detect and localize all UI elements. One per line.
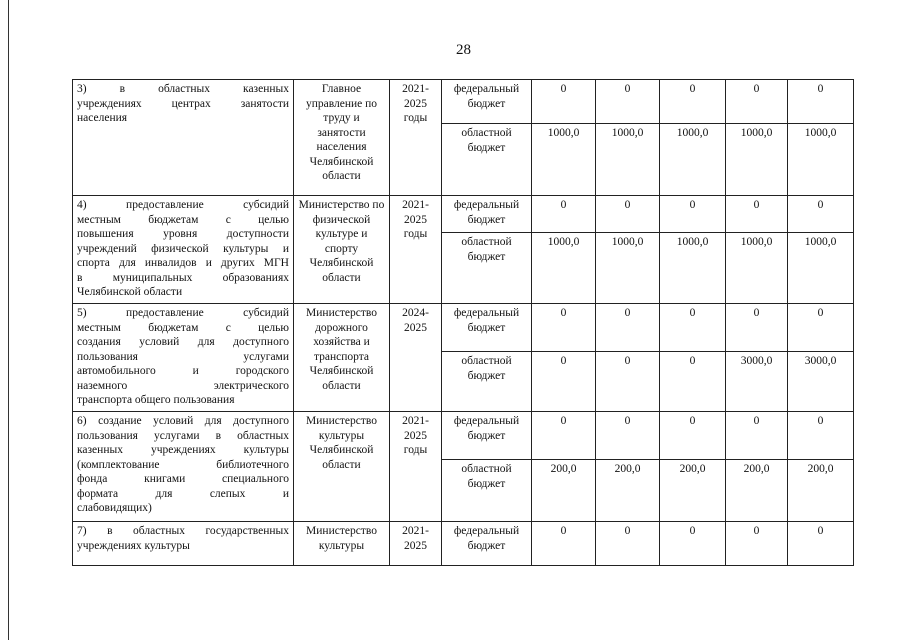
amount-cell: 0 bbox=[726, 304, 788, 352]
table-row bbox=[73, 80, 854, 124]
funding-source: областной бюджет bbox=[442, 460, 532, 522]
table-row bbox=[73, 522, 854, 566]
amount-cell: 0 bbox=[660, 352, 726, 412]
amount-cell: 0 bbox=[726, 196, 788, 233]
amount-cell: 3000,0 bbox=[726, 352, 788, 412]
amount-cell: 0 bbox=[596, 352, 660, 412]
description-line: пользования услугами в областных bbox=[77, 429, 289, 442]
amount-cell: 0 bbox=[532, 304, 596, 352]
measure-description bbox=[73, 196, 294, 304]
description-line: формата для слепых и bbox=[77, 487, 289, 500]
description-line: фонда книгами специального bbox=[77, 473, 289, 485]
description-line: автомобильного и городского bbox=[77, 365, 289, 377]
description-line: спорта для инвалидов и других МГН bbox=[77, 257, 289, 269]
amount-cell: 0 bbox=[532, 522, 596, 566]
amount-cell: 0 bbox=[788, 304, 854, 352]
page-left-edge bbox=[8, 0, 9, 640]
description-line: повышения уровня доступности bbox=[77, 228, 289, 240]
period: 2021-2025 bbox=[390, 522, 442, 566]
amount-cell: 0 bbox=[532, 412, 596, 460]
description-line: 7) в областных государственных bbox=[77, 525, 289, 537]
funding-source: областной бюджет bbox=[442, 352, 532, 412]
table-row bbox=[73, 196, 854, 233]
amount-cell: 0 bbox=[596, 196, 660, 233]
description-line: населения bbox=[77, 112, 128, 124]
description-line: 6) создание условий для доступного bbox=[77, 415, 289, 427]
description-line: 3) в областных казенных bbox=[77, 83, 289, 95]
executor: Министерство культуры bbox=[294, 522, 390, 566]
description-line: транспорта общего пользования bbox=[77, 394, 235, 406]
amount-cell: 0 bbox=[788, 80, 854, 124]
description-line: слабовидящих) bbox=[77, 502, 152, 514]
period: 2024-2025 bbox=[390, 304, 442, 412]
amount-cell: 200,0 bbox=[726, 460, 788, 522]
amount-cell: 0 bbox=[788, 522, 854, 566]
budget-table bbox=[72, 79, 854, 566]
amount-cell: 0 bbox=[596, 522, 660, 566]
description-line: казенных учреждениях культуры bbox=[77, 444, 289, 456]
description-line: 4) предоставление субсидий bbox=[77, 199, 289, 211]
amount-cell: 1000,0 bbox=[596, 233, 660, 304]
table-row bbox=[73, 412, 854, 460]
funding-source: областной бюджет bbox=[442, 124, 532, 196]
table-row bbox=[73, 304, 854, 352]
amount-cell: 1000,0 bbox=[596, 124, 660, 196]
measure-description bbox=[73, 80, 294, 196]
description-line: пользования услугами bbox=[77, 350, 289, 363]
amount-cell: 0 bbox=[532, 80, 596, 124]
period: 2021-2025 годы bbox=[390, 80, 442, 196]
description-line: Челябинской области bbox=[77, 286, 183, 298]
description-line: местным бюджетам с целью bbox=[77, 321, 289, 334]
amount-cell: 0 bbox=[726, 80, 788, 124]
amount-cell: 0 bbox=[532, 352, 596, 412]
amount-cell: 0 bbox=[660, 522, 726, 566]
description-line: в муниципальных образованиях bbox=[77, 271, 289, 284]
description-line: учреждений физической культуры и bbox=[77, 242, 289, 255]
amount-cell: 1000,0 bbox=[660, 233, 726, 304]
description-line: наземного электрического bbox=[77, 379, 289, 392]
amount-cell: 1000,0 bbox=[788, 124, 854, 196]
executor: Министерство культуры Челябинской области bbox=[294, 412, 390, 522]
amount-cell: 1000,0 bbox=[726, 233, 788, 304]
measure-description bbox=[73, 522, 294, 566]
funding-source: федеральный бюджет bbox=[442, 80, 532, 124]
measure-description bbox=[73, 304, 294, 412]
period: 2021-2025 годы bbox=[390, 196, 442, 304]
amount-cell: 0 bbox=[660, 196, 726, 233]
description-line: создания условий для доступного bbox=[77, 336, 289, 348]
amount-cell: 200,0 bbox=[596, 460, 660, 522]
amount-cell: 0 bbox=[660, 412, 726, 460]
executor: Министерство дорожного хозяйства и транспорта Челябинской области bbox=[294, 304, 390, 412]
description-line: 5) предоставление субсидий bbox=[77, 307, 289, 319]
amount-cell: 0 bbox=[660, 304, 726, 352]
amount-cell: 0 bbox=[596, 412, 660, 460]
description-line: местным бюджетам с целью bbox=[77, 213, 289, 226]
budget-table-body bbox=[73, 80, 854, 566]
funding-source: федеральный бюджет bbox=[442, 522, 532, 566]
period: 2021-2025 годы bbox=[390, 412, 442, 522]
amount-cell: 1000,0 bbox=[660, 124, 726, 196]
executor: Главное управление по труду и занятости населения Челябинской области bbox=[294, 80, 390, 196]
funding-source: федеральный бюджет bbox=[442, 412, 532, 460]
amount-cell: 0 bbox=[596, 80, 660, 124]
amount-cell: 0 bbox=[660, 80, 726, 124]
amount-cell: 200,0 bbox=[532, 460, 596, 522]
amount-cell: 200,0 bbox=[660, 460, 726, 522]
amount-cell: 0 bbox=[788, 196, 854, 233]
amount-cell: 0 bbox=[726, 522, 788, 566]
amount-cell: 0 bbox=[532, 196, 596, 233]
funding-source: областной бюджет bbox=[442, 233, 532, 304]
amount-cell: 0 bbox=[726, 412, 788, 460]
page-number: 28 bbox=[456, 42, 471, 58]
funding-source: федеральный бюджет bbox=[442, 196, 532, 233]
description-line: учреждениях центрах занятости bbox=[77, 97, 289, 110]
amount-cell: 1000,0 bbox=[532, 124, 596, 196]
description-line: учреждениях культуры bbox=[77, 539, 190, 552]
amount-cell: 0 bbox=[788, 412, 854, 460]
amount-cell: 200,0 bbox=[788, 460, 854, 522]
description-line: (комплектование библиотечного bbox=[77, 458, 289, 471]
funding-source: федеральный бюджет bbox=[442, 304, 532, 352]
executor: Министерство по физической культуре и спорту Челябинской области bbox=[294, 196, 390, 304]
amount-cell: 1000,0 bbox=[532, 233, 596, 304]
amount-cell: 3000,0 bbox=[788, 352, 854, 412]
amount-cell: 1000,0 bbox=[726, 124, 788, 196]
amount-cell: 1000,0 bbox=[788, 233, 854, 304]
amount-cell: 0 bbox=[596, 304, 660, 352]
measure-description bbox=[73, 412, 294, 522]
